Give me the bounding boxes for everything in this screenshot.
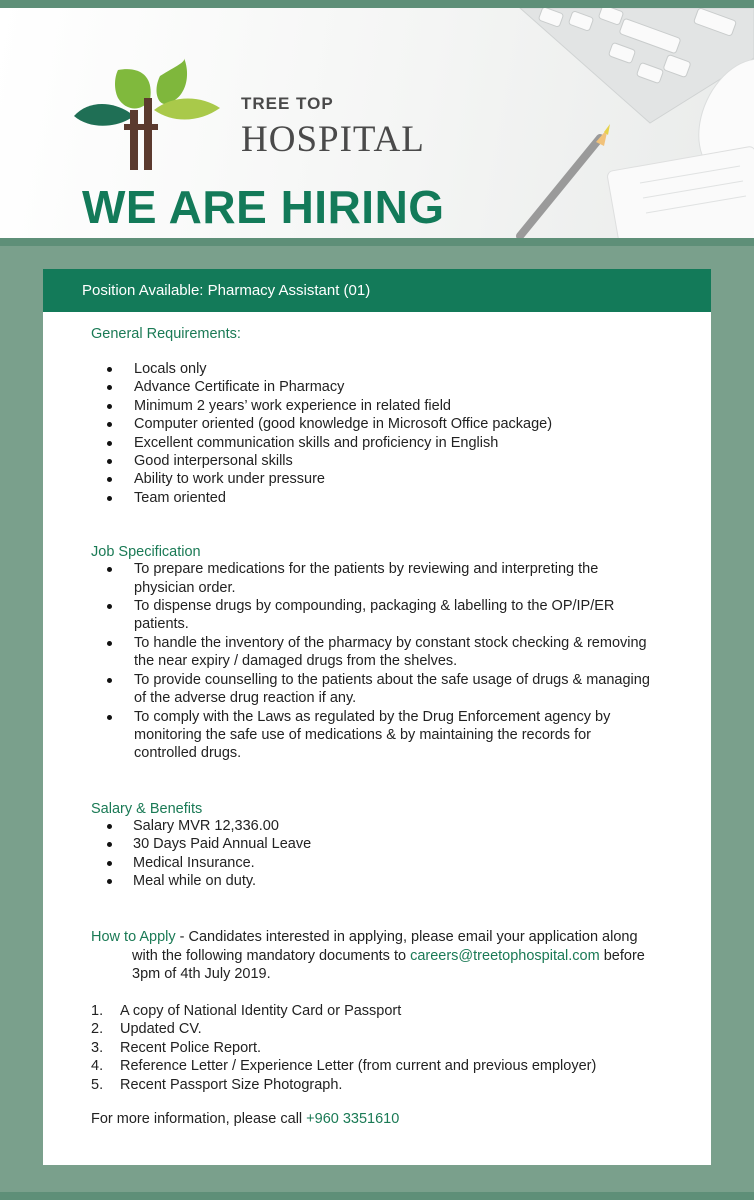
document-text: Updated CV. — [120, 1021, 202, 1038]
header-divider — [0, 238, 754, 246]
list-item — [91, 1002, 701, 1021]
list-item: To handle the inventory of the pharmacy by constant stock checking & removing the near expiry / damaged drugs from the shelves. — [91, 634, 651, 671]
contact-text: For more information, please call — [91, 1111, 307, 1128]
apply-text-3: before — [599, 947, 645, 964]
document-text: Recent Passport Size Photograph. — [120, 1076, 343, 1093]
list-item: 30 Days Paid Annual Leave — [91, 835, 701, 853]
list-item — [91, 1039, 701, 1058]
salary-benefits-heading: Salary & Benefits — [91, 800, 203, 817]
brand-name-main: HOSPITAL — [241, 119, 425, 160]
contact-line — [91, 1111, 701, 1127]
notepad-icon — [607, 146, 754, 238]
list-item: Advance Certificate in Pharmacy — [91, 378, 701, 396]
job-specification-list — [91, 560, 651, 762]
list-item: To dispense drugs by compounding, packaging & labelling to the OP/IP/ER patients. — [91, 597, 651, 634]
general-requirements-heading: General Requirements: — [91, 326, 241, 342]
phone-link[interactable]: +960 3351610 — [306, 1111, 400, 1128]
list-item: Meal while on duty. — [91, 872, 701, 890]
pencil-icon — [520, 124, 610, 236]
top-border — [0, 0, 754, 8]
list-item: Locals only — [91, 360, 701, 378]
apply-text-2: with the following mandatory documents to — [132, 947, 411, 964]
required-documents-list — [91, 1002, 701, 1095]
document-text: Reference Letter / Experience Letter (from current and previous employer) — [120, 1058, 597, 1075]
list-item: Medical Insurance. — [91, 854, 701, 872]
salary-benefits-list — [91, 817, 701, 891]
hiring-headline: WE ARE HIRING — [82, 181, 445, 233]
list-item — [91, 1076, 701, 1095]
list-number: 2. — [91, 1021, 104, 1038]
list-number: 4. — [91, 1058, 104, 1075]
list-item: To prepare medications for the patients by reviewing and interpreting the physician order. — [91, 560, 651, 597]
tree-logo-icon — [70, 58, 230, 178]
list-item: To provide counselling to the patients about the safe usage of drugs & managing of the adverse drug reaction if any. — [91, 671, 651, 708]
job-posting-card — [43, 269, 711, 1165]
list-item: To comply with the Laws as regulated by the Drug Enforcement agency by monitoring the safe use of medications & by maintaining the records for controlled drugs. — [91, 708, 651, 763]
list-item: Minimum 2 years’ work experience in related field — [91, 397, 701, 415]
list-number: 3. — [91, 1039, 104, 1056]
list-item: Team oriented — [91, 489, 701, 507]
brand-name-top: TREE TOP — [241, 94, 334, 113]
list-item: Salary MVR 12,336.00 — [91, 817, 701, 835]
general-requirements-list — [91, 360, 701, 507]
apply-text-1: - Candidates interested in applying, please email your application along — [175, 929, 638, 946]
header-banner — [0, 8, 754, 238]
list-number: 1. — [91, 1002, 104, 1019]
apply-deadline: 3pm of 4th July 2019. — [132, 966, 271, 983]
card-body — [91, 326, 701, 1127]
desk-illustration — [500, 8, 754, 238]
list-item — [91, 1057, 701, 1076]
careers-email-link[interactable]: careers@treetophospital.com — [410, 947, 600, 964]
how-to-apply — [91, 928, 701, 984]
bottom-border — [0, 1192, 754, 1200]
list-item: Computer oriented (good knowledge in Microsoft Office package) — [91, 415, 701, 433]
list-item — [91, 1020, 701, 1039]
position-title: Position Available: Pharmacy Assistant (01) — [43, 269, 711, 312]
job-specification-heading: Job Specification — [91, 544, 201, 561]
how-to-apply-heading: How to Apply — [91, 929, 176, 946]
list-item: Ability to work under pressure — [91, 470, 701, 488]
document-text: Recent Police Report. — [120, 1039, 262, 1056]
list-item: Excellent communication skills and proficiency in English — [91, 434, 701, 452]
list-number: 5. — [91, 1076, 104, 1093]
list-item: Good interpersonal skills — [91, 452, 701, 470]
document-text: A copy of National Identity Card or Passport — [120, 1002, 402, 1019]
